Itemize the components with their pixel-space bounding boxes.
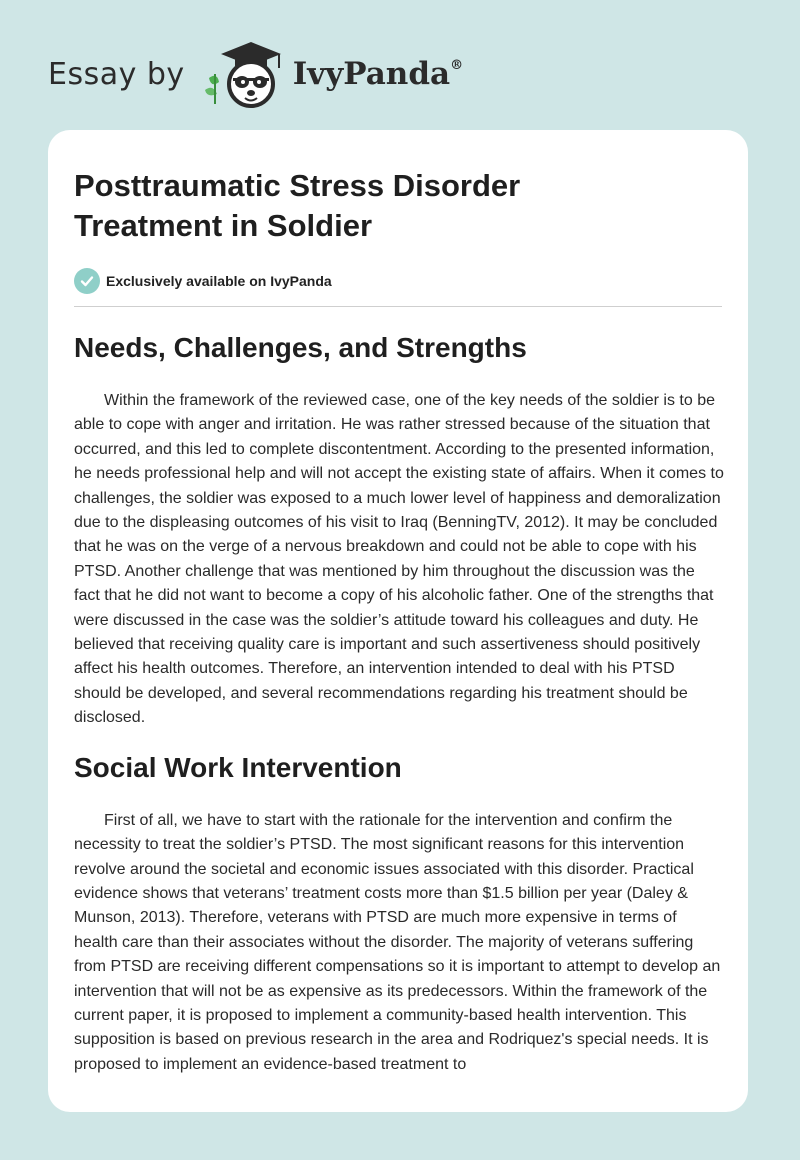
essay-card [48, 130, 748, 1112]
divider [74, 306, 722, 307]
essay-by-label: Essay by [48, 56, 185, 92]
panda-logo-icon [199, 38, 289, 110]
page-title: Posttraumatic Stress Disorder Treatment in Soldier [74, 168, 521, 243]
section-body-intervention: First of all, we have to start with the rationale for the intervention and confirm the necessity to treat the soldier’s PTSD. The most significant reasons for this intervention revolve around the societal and economic issues associated with this disorder. Practical evidence shows that veterans’ treatment costs more than $1.5 billion per year (Daley & Munson, 2013). Therefore, veterans with PTSD are much more expensive in terms of health care than their associates without the disorder. The majority of veterans suffering from PTSD are receiving different compensations so it is important to attempt to develop an intervention that will not be as expensive as its predecessors. Within the framework of the current paper, it is proposed to implement a community-based health intervention. This supposition is based on previous research in the area and Rodriquez's special needs. It is proposed to implement an evidence-based treatment to [74, 811, 721, 1073]
badge-label: Exclusively available on IvyPanda [106, 273, 332, 289]
registered-mark: ® [450, 58, 464, 73]
exclusive-badge [74, 268, 722, 294]
check-icon [74, 268, 100, 294]
brand-name-text: IvyPanda [292, 56, 451, 92]
brand-name [293, 56, 463, 92]
brand-header [48, 34, 463, 114]
section-heading-needs: Needs, Challenges, and Strengths [74, 332, 527, 363]
section-body-needs: Within the framework of the reviewed case, one of the key needs of the soldier is to be able to cope with anger and irritation. He was rather stressed because of the situation that occurred, and this led to complete discontentment. According to the presented information, he needs professional help and will not accept the existing state of affairs. When it comes to challenges, the soldier was exposed to a much lower level of happiness and demoralization due to the displeasing outcomes of his visit to Iraq (BenningTV, 2012). It may be concluded that he was on the verge of a nervous breakdown and could not be able to cope with his PTSD. Another challenge that was mentioned by him throughout the discussion was the fact that he did not want to become a copy of his alcoholic father. One of the strengths that were discussed in the case was the soldier’s attitude toward his colleagues and duty. He believed that receiving quality care is important and such assertiveness should positively affect his health outcomes. Therefore, an intervention intended to deal with his PTSD should be developed, and several recommendations regarding his treatment should be disclosed. [74, 392, 724, 727]
section-heading-intervention: Social Work Intervention [74, 751, 402, 783]
